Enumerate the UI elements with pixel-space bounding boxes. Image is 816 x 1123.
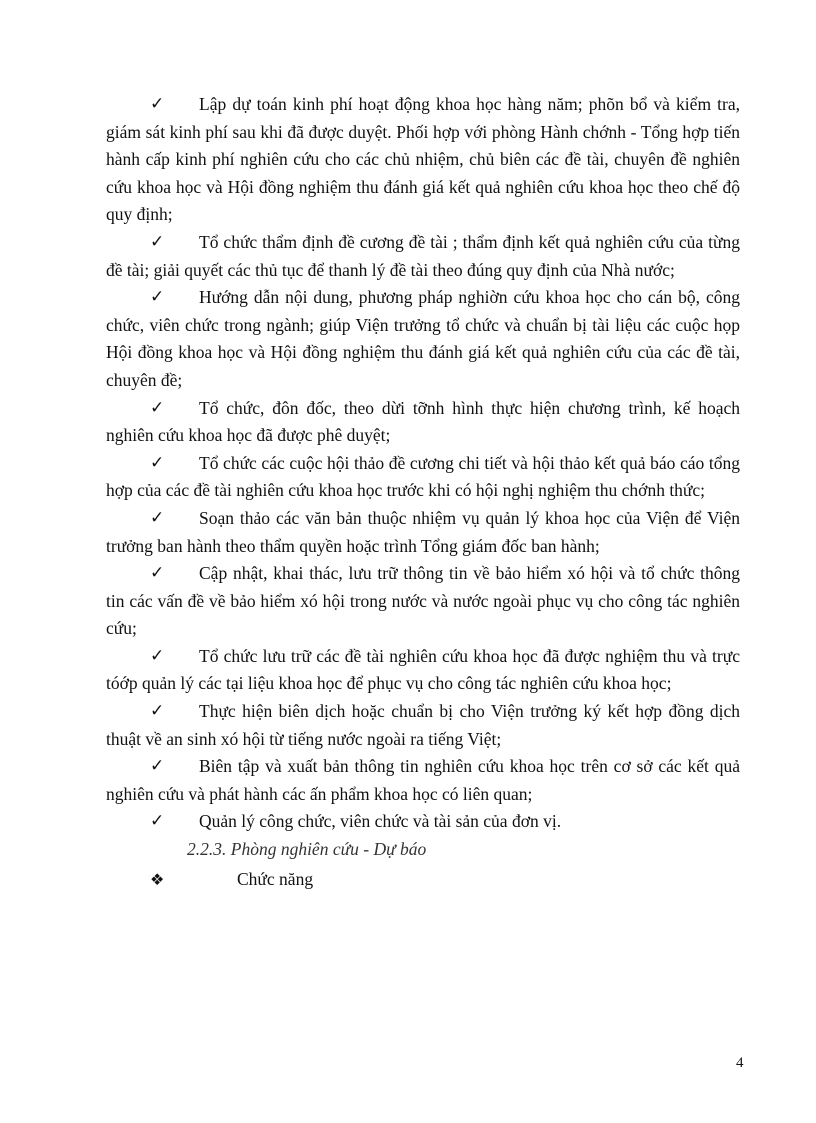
checkmark-icon: ✓	[150, 287, 165, 308]
list-item	[106, 284, 740, 394]
section-heading: 2.2.3. Phòng nghiên cứu - Dự báo	[187, 839, 427, 860]
list-item-text: Cập nhật, khai thác, lưu trữ thông tin về bảo hiểm xó hội và tổ chức thông tin các vấn đề về bảo hiểm xó hội trong nước và nước ngoài phục vụ cho công tác nghiên cứu;	[106, 563, 740, 639]
diamond-icon: ❖	[150, 869, 165, 889]
checkmark-icon: ✓	[150, 397, 165, 418]
page-number: 4	[736, 1055, 744, 1071]
list-item	[106, 643, 740, 698]
checkmark-icon: ✓	[150, 701, 165, 722]
list-item	[106, 91, 740, 229]
list-item-text: Soạn thảo các văn bản thuộc nhiệm vụ quản lý khoa học của Viện để Viện trưởng ban hành theo thẩm quyền hoặc trình Tổng giám đốc ban hành;	[106, 507, 740, 556]
list-item-text: Hướng dẫn nội dung, phương pháp nghiờn cứu khoa học cho cán bộ, công chức, viên chức trong ngành; giúp Viện trưởng tổ chức và chuẩn bị tài liệu các cuộc họp Hội đồng khoa học và Hội đồng nghiệm thu đánh giá kết quả nghiên cứu của các đề tài, chuyên đề;	[106, 287, 740, 390]
list-item-text: Tổ chức các cuộc hội thảo đề cương chi tiết và hội thảo kết quả báo cáo tổng hợp của các đề tài nghiên cứu khoa học trước khi có hội nghị nghiệm thu chớnh thức;	[106, 452, 740, 501]
list-item	[106, 698, 740, 753]
checkmark-icon: ✓	[150, 645, 165, 666]
list-item-text: Tổ chức thẩm định đề cương đề tài ; thẩm định kết quả nghiên cứu của từng đề tài; giải quyết các thủ tục để thanh lý đề tài theo đúng quy định của Nhà nước;	[106, 231, 740, 280]
checkmark-icon: ✓	[150, 756, 165, 777]
list-item	[106, 229, 740, 284]
checkmark-icon: ✓	[150, 811, 165, 832]
list-item	[106, 505, 740, 560]
checkmark-icon: ✓	[150, 563, 165, 584]
list-item-text: Biên tập và xuất bản thông tin nghiên cứu khoa học trên cơ sở các kết quả nghiên cứu và phát hành các ấn phẩm khoa học có liên quan;	[106, 756, 740, 804]
list-item-text: Thực hiện biên dịch hoặc chuẩn bị cho Viện trưởng ký kết hợp đồng dịch thuật về an sinh xó hội từ tiếng nước ngoài ra tiếng Việt;	[106, 701, 740, 749]
function-label: Chức năng	[237, 868, 314, 889]
list-item	[106, 560, 740, 643]
list-item	[106, 808, 740, 836]
checkmark-icon: ✓	[150, 452, 165, 473]
list-item-text: Tổ chức lưu trữ các đề tài nghiên cứu khoa học đã được nghiệm thu và trực tóớp quản lý các tại liệu khoa học để phục vụ cho công tác nghiên cứu khoa học;	[106, 645, 740, 694]
list-item-text: Quản lý công chức, viên chức và tài sản của đơn vị.	[199, 811, 562, 832]
list-item	[106, 753, 740, 808]
list-item	[106, 450, 740, 505]
list-item	[106, 395, 740, 450]
function-heading	[106, 866, 740, 894]
checkmark-icon: ✓	[150, 94, 165, 114]
document-body	[106, 91, 740, 893]
checkmark-icon: ✓	[150, 231, 165, 252]
list-item-text: Tổ chức, đôn đốc, theo dừi tỡnh hình thực hiện chương trình, kế hoạch nghiên cứu khoa học đã được phê duyệt;	[106, 397, 740, 446]
list-item-text: Lập dự toán kinh phí hoạt động khoa học hàng năm; phõn bổ và kiểm tra, giám sát kinh phí sau khi đã được duyệt. Phối hợp với phòng Hành chớnh - Tổng hợp tiến hành cấp kinh phí nghiên cứu cho các chủ nhiệm, chủ biên các đề tài, chuyên đề nghiên cứu khoa học và Hội đồng nghiệm thu đánh giá kết quả nghiên cứu khoa học theo chế độ quy định;	[106, 94, 740, 225]
checkmark-icon: ✓	[150, 507, 165, 528]
